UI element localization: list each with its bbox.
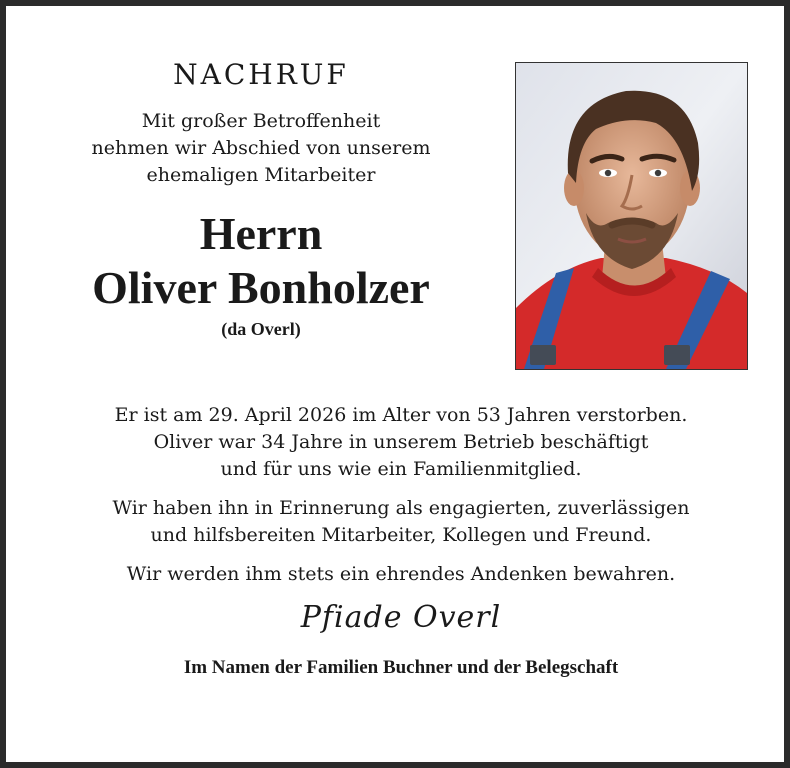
body-text <box>26 402 776 681</box>
paragraph-death <box>26 402 776 483</box>
text-line: Oliver war 34 Jahre in unserem Betrieb beschäftigt <box>153 431 649 453</box>
nickname: (da Overl) <box>221 319 301 339</box>
text-line: und hilfsbereiten Mitarbeiter, Kollegen und Freund. <box>150 524 652 546</box>
intro-line: Mit großer Betroffenheit <box>141 110 381 132</box>
intro-line: nehmen wir Abschied von unserem <box>91 137 431 159</box>
text-line: und für uns wie ein Familienmitglied. <box>220 458 582 480</box>
portrait-photo-icon <box>516 63 747 369</box>
intro-line: ehemaligen Mitarbeiter <box>146 164 376 186</box>
text-line: Wir werden ihm stets ein ehrendes Andenken bewahren. <box>126 563 676 585</box>
paragraph-memory <box>26 495 776 549</box>
sender-line: Im Namen der Familien Buchner und der Belegschaft <box>183 657 619 678</box>
intro-text <box>26 108 496 189</box>
farewell-signature: Pfiade Overl <box>300 600 502 635</box>
text-line: Wir haben ihn in Erinnerung als engagierten, zuverlässigen <box>112 497 690 519</box>
notice-title: NACHRUF <box>173 58 349 91</box>
paragraph-remembrance <box>26 561 776 588</box>
portrait-photo <box>515 62 748 370</box>
header-block <box>26 58 496 340</box>
text-line: Er ist am 29. April 2026 im Alter von 53 Jahren verstorben. <box>114 404 688 426</box>
salutation: Herrn <box>199 208 323 259</box>
deceased-name: Oliver Bonholzer <box>92 262 430 313</box>
